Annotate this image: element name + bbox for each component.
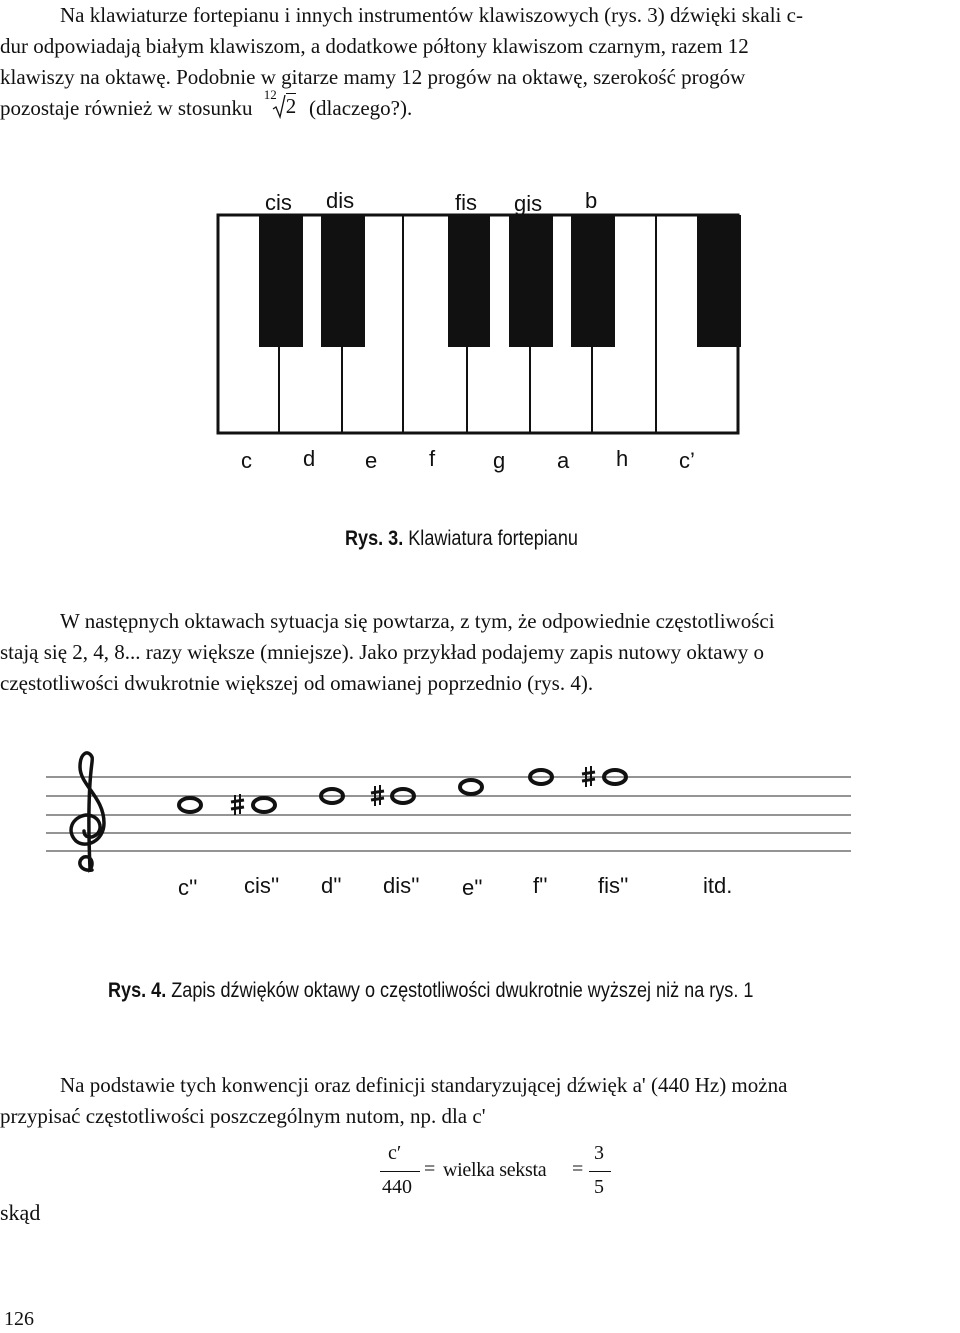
- note-c: [179, 798, 201, 812]
- black-key-label: gis: [514, 191, 543, 216]
- figure-4-caption-text: Zapis dźwięków oktawy o częstotliwości dwukrotnie wyższej niż na rys. 1: [171, 979, 754, 1002]
- skad-text: skąd: [0, 1200, 41, 1225]
- paragraph-1-text: pozostaje również w stosunku: [0, 96, 253, 120]
- white-key-label: f: [429, 446, 436, 471]
- paragraph-1-line: Na klawiaturze fortepianu i innych instrumentów klawiszowych (rys. 3) dźwięki skali c-: [60, 3, 803, 27]
- black-key-label: fis: [455, 190, 477, 215]
- paragraph-2-line: stają się 2, 4, 8... razy większe (mniejsze). Jako przykład podajemy zapis nutowy oktawy o: [0, 640, 764, 664]
- root-index: 12: [263, 87, 277, 102]
- white-key-label: g: [493, 448, 506, 473]
- black-key-label: dis: [326, 188, 355, 213]
- note-label: itd.: [703, 873, 733, 898]
- figure-4-caption-label: Rys. 4.: [108, 979, 167, 1002]
- page-number: 126: [4, 1308, 34, 1330]
- root-radicand: 2: [285, 94, 297, 118]
- note-label: f'': [533, 873, 548, 898]
- fraction-bar: [589, 1171, 611, 1172]
- white-key-label: c’: [679, 448, 695, 473]
- staff-lines: [46, 777, 851, 851]
- white-key-label: c: [241, 448, 252, 473]
- paragraph-1-text-after: (dlaczego?).: [309, 96, 413, 120]
- figure-3-caption: [345, 527, 578, 551]
- formula-middle: wielka seksta: [443, 1159, 547, 1181]
- note-e: [460, 780, 482, 794]
- note-label: d'': [321, 873, 342, 898]
- figure-4-caption: [108, 979, 753, 1003]
- paragraph-2-line: częstotliwości dwukrotnie większej od omawianej poprzednio (rys. 4).: [0, 671, 594, 695]
- formula-denominator: 440: [382, 1176, 412, 1198]
- white-key-label: h: [616, 446, 629, 471]
- paragraph-1-line: klawiszy na oktawę. Podobnie w gitarze mamy 12 progów na oktawę, szerokość progów: [0, 65, 746, 89]
- formula-numerator: c′: [388, 1142, 402, 1164]
- note-label: cis'': [244, 873, 280, 898]
- note-label: dis'': [383, 873, 420, 898]
- note-cis: [253, 798, 275, 812]
- paragraph-2: [0, 606, 960, 699]
- paragraph-3-line: Na podstawie tych konwencji oraz definicji standaryzującej dźwięk a' (440 Hz) można: [60, 1073, 788, 1097]
- figure-3-caption-text: Klawiatura fortepianu: [408, 527, 578, 550]
- staff-notation-figure: [0, 745, 960, 915]
- white-key-label: d: [303, 446, 316, 471]
- sharp-sign-icon: [231, 794, 244, 815]
- formula-fraction-denominator: 5: [594, 1176, 604, 1198]
- note-label: c'': [178, 875, 198, 900]
- paragraph-2-line: W następnych oktawach sytuacja się powtarza, z tym, że odpowiednie częstotliwości: [60, 609, 775, 633]
- note-label: e'': [462, 875, 483, 900]
- piano-keyboard-figure: [0, 0, 960, 490]
- white-key-label: e: [365, 448, 378, 473]
- formula-fraction-numerator: 3: [594, 1142, 604, 1164]
- black-key-label: b: [585, 188, 598, 213]
- paragraph-1-line: dur odpowiadają białym klawiszom, a dodatkowe półtony klawiszom czarnym, razem 12: [0, 34, 749, 58]
- notes: [179, 770, 626, 812]
- note-label: fis'': [598, 873, 629, 898]
- black-key-label: cis: [265, 190, 292, 215]
- formula-equals: =: [572, 1158, 584, 1180]
- figure-3-caption-label: Rys. 3.: [345, 527, 404, 550]
- white-key-label: a: [557, 448, 570, 473]
- formula-equals: =: [424, 1158, 436, 1180]
- paragraph-3-line: przypisać częstotliwości poszczególnym nutom, np. dla c': [0, 1104, 486, 1128]
- formula: [380, 1142, 620, 1206]
- fraction-bar: [380, 1171, 420, 1172]
- paragraph-3: [0, 1070, 960, 1132]
- treble-clef-icon: [71, 753, 104, 870]
